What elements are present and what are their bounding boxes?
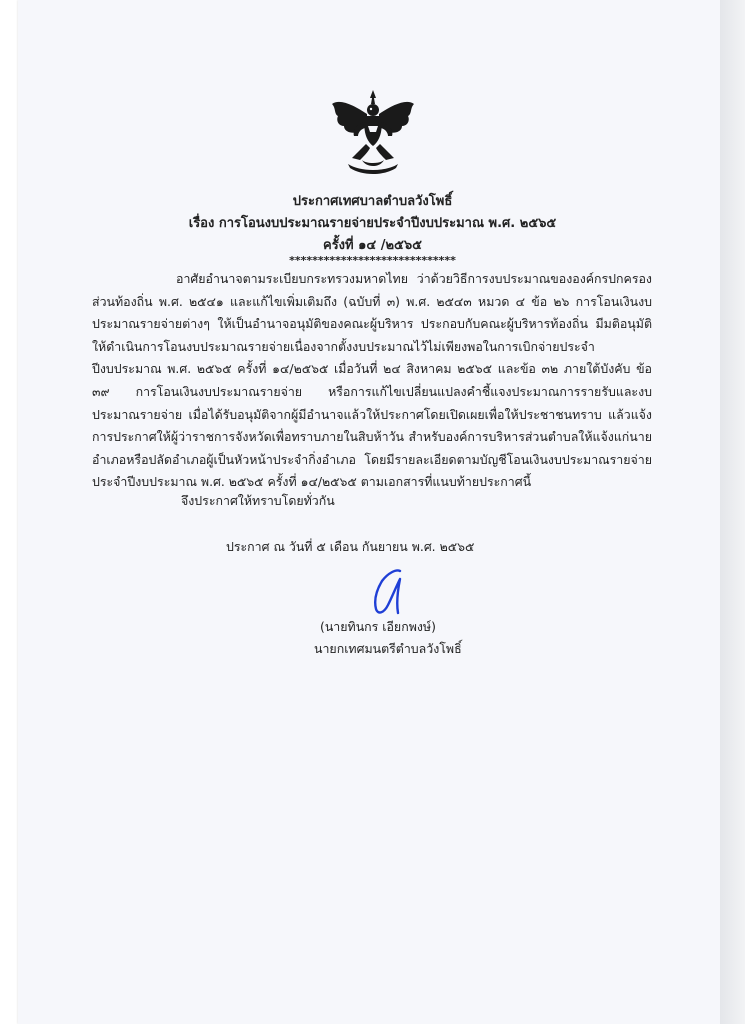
org-title: ประกาศเทศบาลตำบลวังโพธิ์ [292,194,453,209]
subject-line: เรื่อง การโอนงบประมาณรายจ่ายประจำปีงบประมาณ พ.ศ. ๒๕๖๕ [188,216,557,231]
issue-number: ครั้งที่ ๑๔ /๒๕๖๕ [323,238,422,253]
handwritten-signature [366,565,416,625]
closing-statement: จึงประกาศให้ทราบโดยทั่วกัน [181,493,335,508]
signer-name: (นายทินกร เอียกพงษ์) [320,619,436,634]
garuda-emblem-icon [330,88,416,176]
body-paragraph: อาศัยอำนาจตามระเบียบกระทรวงมหาดไทย ว่าด้วยวิธีการงบประมาณขององค์กรปกครองส่วนท้องถิ่น พ.ศ. ๒๕๔๑ และแก้ไขเพิ่มเติมถึง (ฉบับที่ ๓) พ.ศ. ๒๕๔๓ หมวด ๔ ข้อ ๒๖ การโอนเงินงบประมาณรายจ่ายต่างๆ ให้เป็นอำนาจอนุมัติของคณะผู้บริหาร ประกอบกับคณะผู้บริหารท้องถิ่น มีมติอนุมัติให้ดำเนินการโอนงบประมาณรายจ่ายเนื่องจากตั้งงบประมาณไว้ไม่เพียงพอในการเบิกจ่ายประจำปีงบประมาณ พ.ศ. ๒๕๖๕ ครั้งที่ ๑๔/๒๕๖๕ เมื่อวันที่ ๒๔ สิงหาคม ๒๕๖๕ และข้อ ๓๒ ภายใต้บังคับ ข้อ ๓๙ การโอนเงินงบประมาณรายจ่าย หรือการแก้ไขเปลี่ยนแปลงคำชี้แจงประมาณการรายรับและงบประมาณรายจ่าย เมื่อได้รับอนุมัติจากผู้มีอำนาจแล้วให้ประกาศโดยเปิดเผยเพื่อให้ประชาชนทราบ แล้วแจ้งการประกาศให้ผู้ว่าราชการจังหวัดเพื่อทราบภายในสิบห้าวัน สำหรับองค์การบริหารส่วนตำบลให้แจ้งแก่นายอำเภอหรือปลัดอำเภอผู้เป็นหัวหน้าประจำกิ่งอำเภอ โดยมีรายละเอียดตามบัญชีโอนเงินงบประมาณรายจ่าย ประจำปีงบประมาณ พ.ศ. ๒๕๖๕ ครั้งที่ ๑๔/๒๕๖๕ ตามเอกสารที่แนบท้ายประกาศนี้ [92,271,652,490]
asterisk-divider: ***************************** [289,254,456,267]
scanner-edge [720,0,745,1024]
signer-title: นายกเทศมนตรีตำบลวังโพธิ์ [314,641,462,656]
announcement-date: ประกาศ ณ วันที่ ๕ เดือน กันยายน พ.ศ. ๒๕๖๕ [226,539,475,554]
